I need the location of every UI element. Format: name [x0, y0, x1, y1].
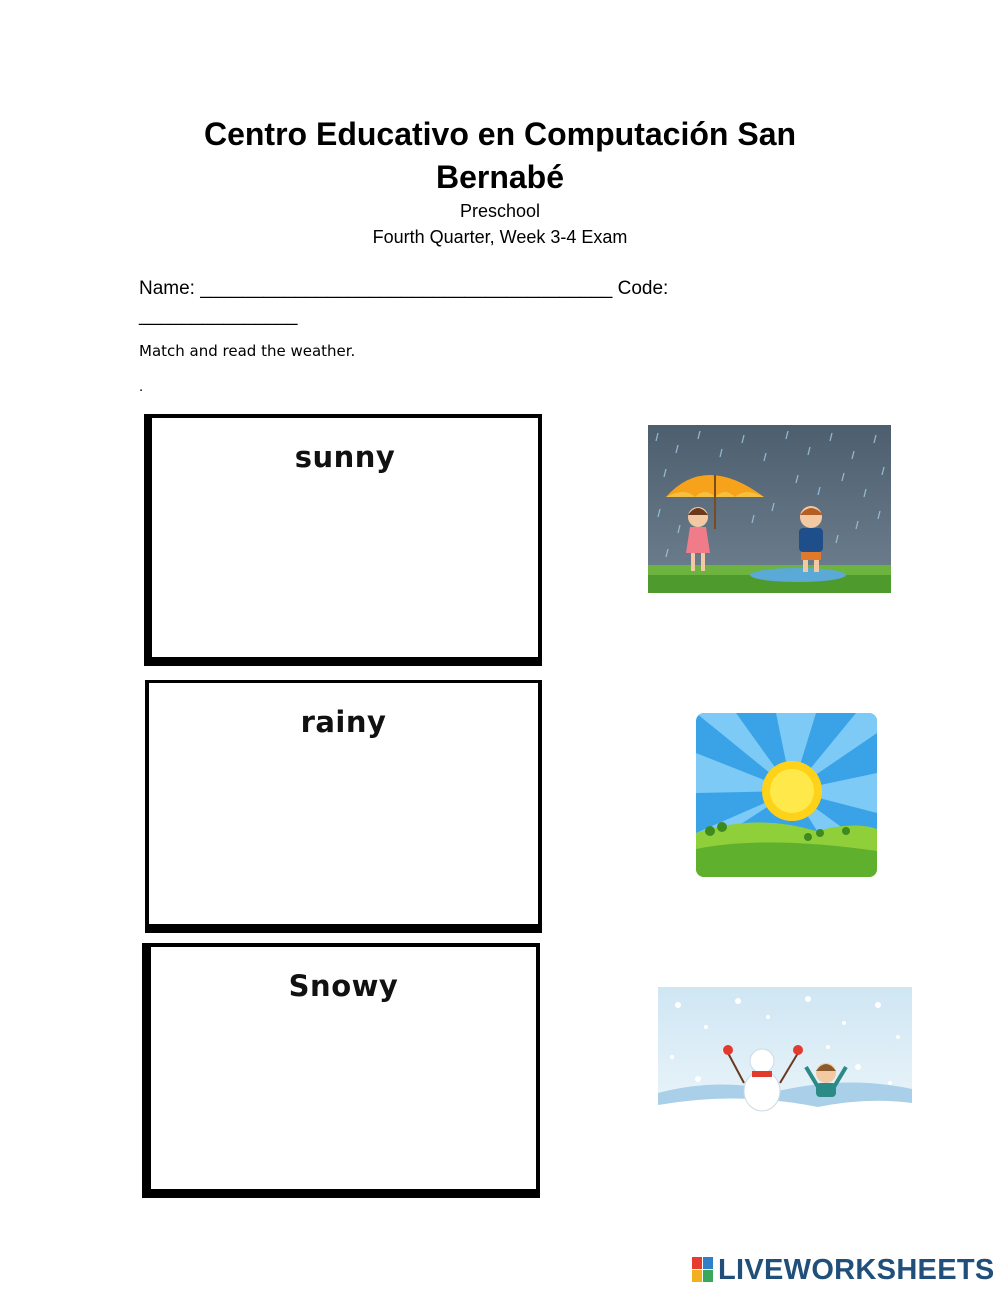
word-label-snowy: Snowy — [288, 969, 399, 1003]
exam-period: Fourth Quarter, Week 3-4 Exam — [372, 227, 628, 247]
drop-box-sunny[interactable] — [144, 414, 542, 666]
grade-level: Preschool — [459, 201, 541, 221]
sunny-sky-picture[interactable] — [696, 713, 877, 877]
drop-box-snowy[interactable] — [142, 943, 540, 1198]
rainy-kids-umbrella-picture[interactable] — [648, 425, 891, 593]
liveworksheets-logo-icon — [692, 1257, 714, 1283]
code-field-line: _______________ — [139, 305, 298, 326]
drop-box-rainy[interactable] — [145, 680, 542, 933]
instruction-text: Match and read the weather. — [139, 342, 356, 360]
word-label-rainy: rainy — [300, 705, 387, 739]
snowy-snowman-picture[interactable] — [658, 987, 912, 1131]
word-label-sunny: sunny — [294, 440, 396, 474]
page-title: Centro Educativo en Computación San Bernabé — [203, 116, 797, 195]
liveworksheets-logo-text: LIVEWORKSHEETS — [718, 1253, 995, 1286]
liveworksheets-logo — [692, 1254, 995, 1286]
name-code-field: Name: _______________________________________ Code: — [139, 278, 669, 299]
stray-dot: . — [139, 378, 144, 395]
